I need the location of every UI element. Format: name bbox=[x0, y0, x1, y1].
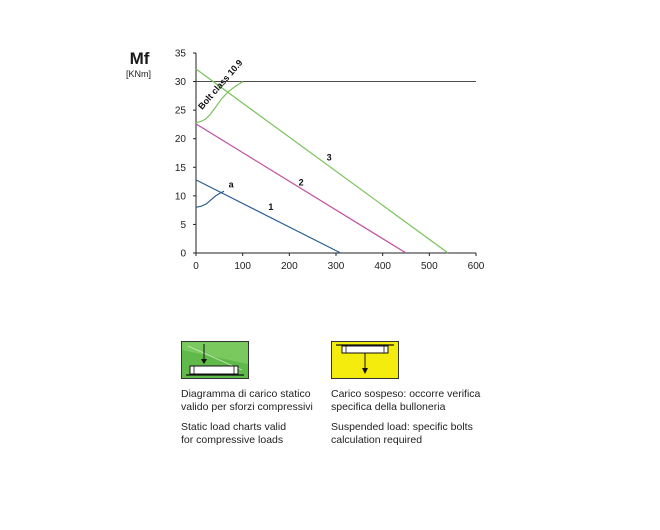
y-axis-unit: [KNm] bbox=[126, 69, 152, 79]
suspended-load-note-it bbox=[331, 388, 480, 414]
y-tick-label: 35 bbox=[174, 48, 186, 60]
series-label-1: 1 bbox=[268, 202, 274, 213]
suspended-load-note-en bbox=[331, 421, 473, 447]
note-line: specifica della bulloneria bbox=[331, 401, 446, 413]
curve-label-a: a bbox=[228, 179, 234, 190]
x-tick-label: 600 bbox=[467, 261, 485, 272]
series-layer bbox=[196, 69, 448, 253]
note-line: Diagramma di carico statico bbox=[181, 388, 311, 400]
note-line: Static load charts valid bbox=[181, 421, 287, 433]
x-tick-label: 0 bbox=[193, 261, 199, 272]
y-tick-label: 30 bbox=[174, 77, 186, 89]
compressive-load-note-it bbox=[181, 388, 313, 414]
compressive-load-icon bbox=[181, 341, 249, 379]
series-line-2 bbox=[196, 124, 406, 253]
y-axis-label bbox=[128, 50, 151, 80]
curve-label-bolt-class: Bolt class 10.9 bbox=[196, 57, 245, 112]
x-tick-label: 100 bbox=[234, 261, 252, 272]
note-line: for compressive loads bbox=[181, 434, 284, 446]
labels-layer bbox=[196, 58, 332, 212]
series-label-3: 3 bbox=[326, 152, 332, 163]
note-line: valido per sforzi compressivi bbox=[181, 401, 313, 413]
y-axis-symbol: Mf bbox=[129, 49, 150, 68]
note-line: calculation required bbox=[331, 434, 423, 446]
x-tick-label: 300 bbox=[327, 261, 345, 272]
note-line: Carico sospeso: occorre verifica bbox=[331, 388, 481, 400]
x-tick-label: 500 bbox=[420, 261, 438, 272]
y-tick-label: 0 bbox=[180, 248, 186, 260]
y-tick-label: 5 bbox=[180, 219, 186, 231]
compressive-load-note-en bbox=[181, 421, 286, 447]
y-tick-label: 25 bbox=[174, 105, 186, 117]
series-line-1 bbox=[196, 177, 341, 253]
series-label-2: 2 bbox=[298, 177, 304, 188]
note-line: Suspended load: specific bolts bbox=[331, 421, 473, 433]
curve-a bbox=[196, 191, 224, 207]
y-tick-label: 10 bbox=[174, 191, 186, 203]
y-tick-label: 20 bbox=[174, 134, 186, 146]
y-tick-label: 15 bbox=[174, 162, 186, 174]
series-line-3 bbox=[196, 69, 448, 253]
suspended-load-icon bbox=[331, 341, 399, 379]
x-tick-label: 200 bbox=[280, 261, 298, 272]
x-tick-label: 400 bbox=[374, 261, 392, 272]
